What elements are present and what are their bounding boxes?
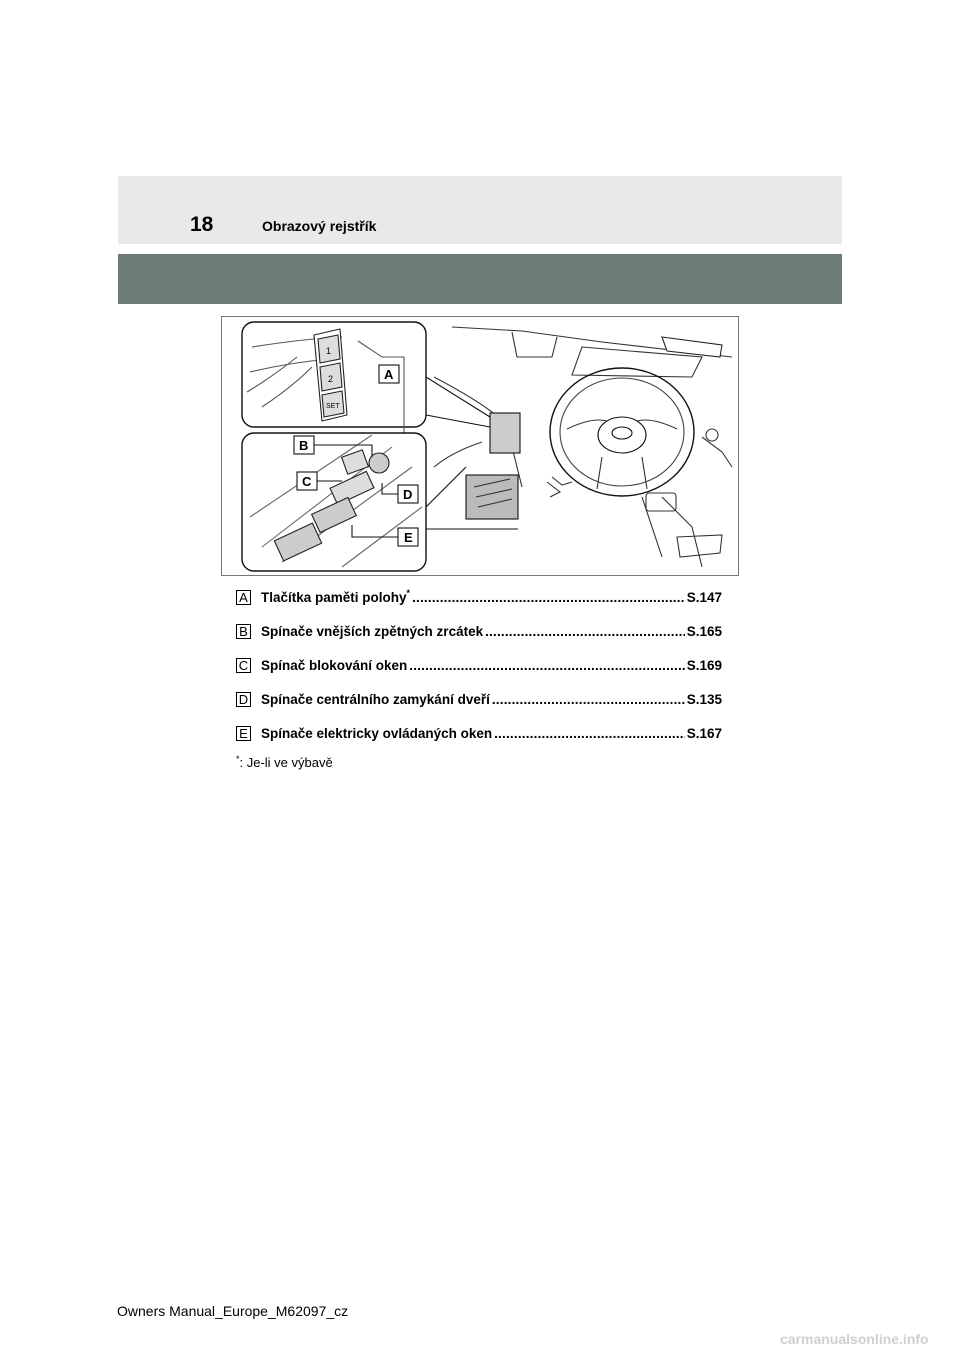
highlight-memory-area: [490, 413, 520, 453]
legend-item-d[interactable]: [236, 690, 722, 724]
section-title: Obrazový rejstřík: [262, 218, 377, 234]
svg-text:B: B: [299, 438, 309, 453]
legend-key-d: D: [236, 692, 251, 707]
footnote: [236, 754, 333, 772]
page-reference[interactable]: S.135: [686, 692, 722, 707]
footnote-text: : Je-li ve výbavě: [239, 755, 333, 770]
manual-id: Owners Manual_Europe_M62097_cz: [117, 1303, 349, 1319]
legend-item-e[interactable]: [236, 724, 722, 758]
interior-illustration: [221, 316, 739, 576]
section-color-band: [118, 254, 842, 304]
svg-text:C: C: [302, 474, 312, 489]
header-band: [118, 176, 842, 244]
legend-item-c[interactable]: [236, 656, 722, 690]
page-number: 18: [190, 213, 214, 236]
page-reference[interactable]: S.165: [686, 624, 722, 639]
legend-key-e: E: [236, 726, 251, 741]
svg-text:A: A: [384, 367, 394, 382]
watermark[interactable]: carmanualsonline.info: [780, 1331, 929, 1347]
legend-label: Spínače vnějších zpětných zrcátek: [261, 624, 484, 639]
footnote-mark: *: [236, 754, 240, 764]
legend-key-a: A: [236, 590, 251, 605]
legend-list: [236, 588, 722, 758]
svg-text:D: D: [403, 487, 413, 502]
memory-button-2-label: 2: [328, 374, 334, 384]
legend-label: Spínače elektricky ovládaných oken: [261, 726, 493, 741]
svg-text:E: E: [404, 530, 413, 545]
highlight-door-switch-area: [466, 475, 518, 519]
legend-label: Spínač blokování oken: [261, 658, 408, 673]
page-reference[interactable]: S.147: [686, 590, 722, 605]
legend-item-a[interactable]: [236, 588, 722, 622]
page-reference[interactable]: S.167: [686, 726, 722, 741]
page-reference[interactable]: S.169: [686, 658, 722, 673]
legend-item-b[interactable]: [236, 622, 722, 656]
memory-button-set-label: SET: [326, 403, 340, 410]
legend-label: Tlačítka paměti polohy: [261, 590, 407, 605]
legend-key-b: B: [236, 624, 251, 639]
memory-button-1-label: 1: [326, 346, 332, 356]
legend-label: Spínače centrálního zamykání dveří: [261, 692, 490, 707]
legend-key-c: C: [236, 658, 251, 673]
dashboard-line-drawing: [222, 317, 739, 576]
equipment-mark: *: [406, 588, 411, 598]
